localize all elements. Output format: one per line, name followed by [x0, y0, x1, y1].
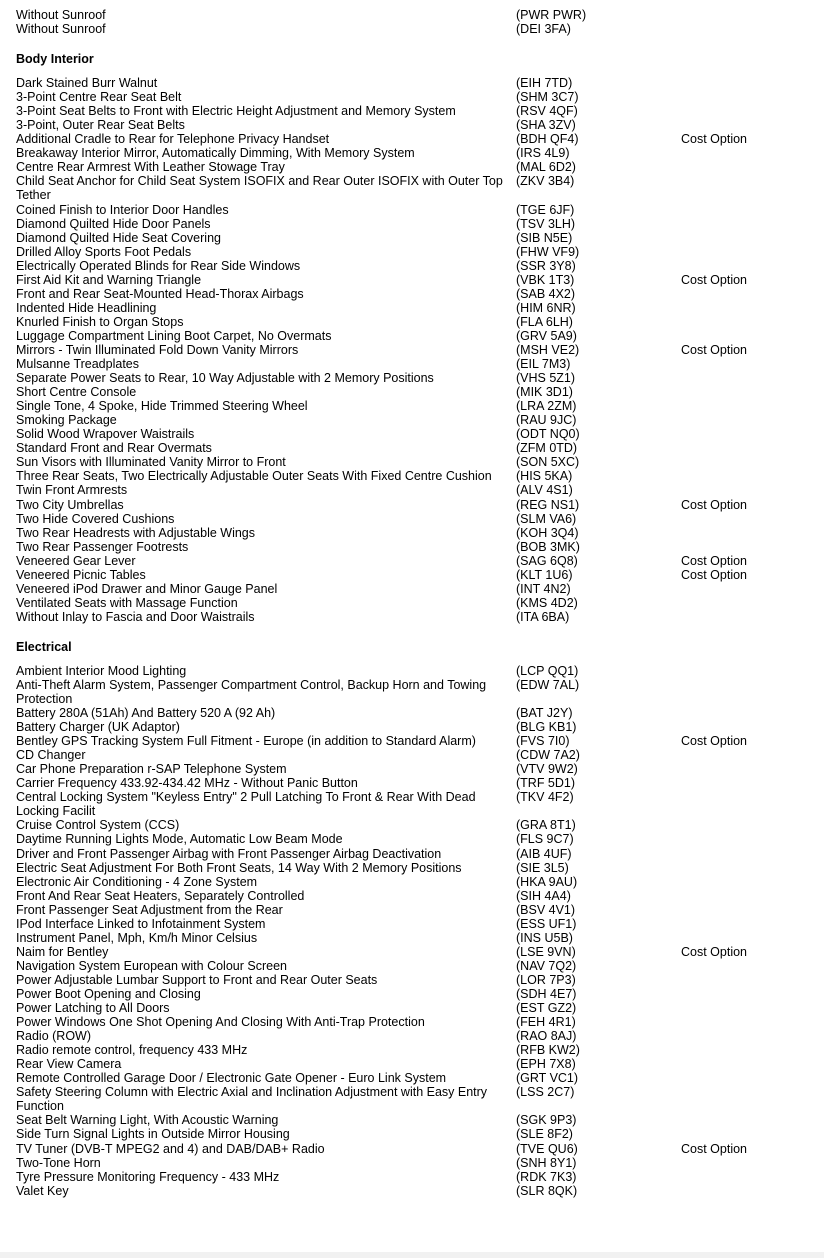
- option-row: [0, 512, 824, 526]
- option-row: [0, 245, 824, 259]
- option-description: Bentley GPS Tracking System Full Fitment - Europe (in addition to Standard Alarm): [16, 734, 476, 749]
- section-block: [0, 640, 824, 1198]
- option-row: [0, 231, 824, 245]
- option-code: (RSV 4QF): [516, 104, 578, 119]
- option-code: (AIB 4UF): [516, 846, 572, 861]
- option-cost-note: Cost Option: [681, 497, 748, 512]
- option-code: (BOB 3MK): [516, 539, 580, 554]
- option-code: (INS U5B): [516, 930, 573, 945]
- option-code: (FVS 7I0): [516, 734, 570, 749]
- option-description: Battery 280A (51Ah) And Battery 520 A (92 Ah): [16, 706, 276, 721]
- option-row: [0, 441, 824, 455]
- option-description: Instrument Panel, Mph, Km/h Minor Celsius: [16, 930, 258, 945]
- option-row: [0, 427, 824, 441]
- option-description: Power Boot Opening and Closing: [16, 987, 201, 1001]
- option-code: (KMS 4D2): [516, 595, 578, 610]
- option-row: [0, 483, 824, 497]
- option-description: Two Rear Passenger Footrests: [16, 539, 189, 554]
- option-row: [0, 776, 824, 790]
- option-row: [0, 1029, 824, 1043]
- option-row: [0, 132, 824, 146]
- option-code: (RFB KW2): [516, 1043, 580, 1058]
- option-code: (SIB N5E): [516, 230, 573, 245]
- option-code: (EIH 7TD): [516, 76, 573, 91]
- option-code: (LRA 2ZM): [516, 399, 577, 414]
- option-code: (CDW 7A2): [516, 748, 580, 763]
- option-description: Dark Stained Burr Walnut: [16, 76, 158, 91]
- section-block: [0, 52, 824, 624]
- option-row: [0, 146, 824, 160]
- option-description: Solid Wood Wrapover Waistrails: [16, 427, 195, 442]
- option-row: [0, 203, 824, 217]
- option-description: Veneered iPod Drawer and Minor Gauge Panel: [16, 581, 278, 596]
- option-row: [0, 301, 824, 315]
- option-description: Valet Key: [16, 1183, 69, 1198]
- option-cost-note: Cost Option: [681, 1141, 748, 1156]
- option-code: (ZFM 0TD): [516, 441, 578, 456]
- option-code: (EPH 7X8): [516, 1057, 576, 1072]
- option-description: 3-Point, Outer Rear Seat Belts: [16, 118, 185, 133]
- option-description: Carrier Frequency 433.92-434.42 MHz - Without Panic Button: [16, 776, 358, 791]
- option-description: Child Seat Anchor for Child Seat System ISOFIX and Rear Outer ISOFIX with Outer Top Tether: [16, 174, 503, 203]
- option-code: (TVE QU6): [516, 1141, 578, 1156]
- option-code: (LOR 7P3): [516, 972, 576, 987]
- option-description: 3-Point Seat Belts to Front with Electric Height Adjustment and Memory System: [16, 104, 456, 119]
- option-code: (HIS 5KA): [516, 469, 573, 484]
- option-code: (ZKV 3B4): [516, 174, 575, 189]
- option-description: Diamond Quilted Hide Seat Covering: [16, 230, 221, 245]
- option-code: (INT 4N2): [516, 581, 571, 596]
- option-description: Navigation System European with Colour Screen: [16, 958, 287, 973]
- option-row: [0, 903, 824, 917]
- option-code: (TGE 6JF): [516, 202, 575, 217]
- option-description: Electronic Air Conditioning - 4 Zone System: [16, 874, 258, 889]
- option-cost-note: Cost Option: [681, 272, 748, 287]
- option-row: [0, 554, 824, 568]
- option-code: (ESS UF1): [516, 916, 577, 931]
- option-row: [0, 357, 824, 371]
- option-row: [0, 540, 824, 554]
- option-code: (ITA 6BA): [516, 609, 570, 624]
- option-row: [0, 371, 824, 385]
- option-description: Luggage Compartment Lining Boot Carpet, No Overmats: [16, 328, 332, 343]
- option-row: [0, 790, 824, 818]
- option-code: (RDK 7K3): [516, 1169, 577, 1184]
- option-row: [0, 385, 824, 399]
- option-row: [0, 568, 824, 582]
- option-code: (SDH 4E7): [516, 987, 577, 1001]
- top-items-list: [0, 8, 824, 36]
- option-row: [0, 22, 824, 36]
- option-row: [0, 118, 824, 132]
- option-cost-note: Cost Option: [681, 342, 748, 357]
- option-row: [0, 1015, 824, 1029]
- option-row: [0, 664, 824, 678]
- option-code: (SHM 3C7): [516, 90, 579, 105]
- option-row: [0, 973, 824, 987]
- option-description: Knurled Finish to Organ Stops: [16, 314, 184, 329]
- option-row: [0, 259, 824, 273]
- option-code: (ALV 4S1): [516, 483, 573, 498]
- option-code: (MIK 3D1): [516, 385, 573, 400]
- option-description: Veneered Gear Lever: [16, 553, 136, 568]
- sections-container: [0, 52, 824, 1198]
- option-row: [0, 217, 824, 231]
- option-description: Ambient Interior Mood Lighting: [16, 663, 187, 678]
- option-description: TV Tuner (DVB-T MPEG2 and 4) and DAB/DAB+ Radio: [16, 1141, 325, 1156]
- option-description: Safety Steering Column with Electric Axial and Inclination Adjustment with Easy Entry Function: [16, 1085, 488, 1114]
- option-code: (FHW VF9): [516, 244, 580, 259]
- option-code: (VBK 1T3): [516, 272, 575, 287]
- option-row: [0, 596, 824, 610]
- option-row: [0, 1156, 824, 1170]
- option-code: (MAL 6D2): [516, 160, 576, 175]
- option-row: [0, 1085, 824, 1113]
- option-code: (GRV 5A9): [516, 328, 577, 343]
- option-cost-note: Cost Option: [681, 944, 748, 959]
- option-description: Tyre Pressure Monitoring Frequency - 433 MHz: [16, 1169, 280, 1184]
- option-row: [0, 1184, 824, 1198]
- option-cost-note: Cost Option: [681, 734, 748, 749]
- option-row: [0, 1127, 824, 1141]
- option-code: (GRT VC1): [516, 1071, 579, 1086]
- option-row: [0, 455, 824, 469]
- option-code: (KLT 1U6): [516, 567, 573, 582]
- option-row: [0, 582, 824, 596]
- option-code: (DEI 3FA): [516, 22, 571, 37]
- option-row: [0, 160, 824, 174]
- option-description: Front and Rear Seat-Mounted Head-Thorax Airbags: [16, 286, 304, 301]
- option-description: Seat Belt Warning Light, With Acoustic Warning: [16, 1113, 279, 1128]
- option-row: [0, 1071, 824, 1085]
- option-description: Without Sunroof: [16, 22, 106, 37]
- option-description: Without Inlay to Fascia and Door Waistrails: [16, 609, 255, 624]
- option-code: (NAV 7Q2): [516, 958, 577, 973]
- option-row: [0, 987, 824, 1001]
- option-row: [0, 329, 824, 343]
- option-code: (TSV 3LH): [516, 216, 576, 231]
- option-description: Front Passenger Seat Adjustment from the Rear: [16, 902, 283, 917]
- option-row: [0, 1170, 824, 1184]
- option-code: (FEH 4R1): [516, 1015, 576, 1030]
- option-code: (SLE 8F2): [516, 1127, 573, 1142]
- option-code: (SON 5XC): [516, 455, 580, 470]
- option-description: Indented Hide Headlining: [16, 300, 157, 315]
- option-description: Driver and Front Passenger Airbag with Front Passenger Airbag Deactivation: [16, 846, 442, 861]
- option-description: Side Turn Signal Lights in Outside Mirror Housing: [16, 1127, 290, 1142]
- option-row: [0, 174, 824, 202]
- option-description: Cruise Control System (CCS): [16, 818, 180, 833]
- option-code: (KOH 3Q4): [516, 525, 579, 540]
- option-description: Short Centre Console: [16, 385, 137, 400]
- option-code: (BSV 4V1): [516, 902, 576, 917]
- option-code: (SIE 3L5): [516, 860, 569, 875]
- option-code: (SAB 4X2): [516, 286, 576, 301]
- option-description: Rear View Camera: [16, 1057, 122, 1072]
- option-description: Radio (ROW): [16, 1029, 92, 1044]
- spec-document: [0, 8, 824, 1198]
- option-code: (FLA 6LH): [516, 314, 573, 329]
- option-code: (SLR 8QK): [516, 1183, 578, 1198]
- option-row: [0, 818, 824, 832]
- option-row: [0, 526, 824, 540]
- option-description: Diamond Quilted Hide Door Panels: [16, 216, 211, 231]
- option-code: (SNH 8Y1): [516, 1155, 577, 1170]
- option-code: (SHA 3ZV): [516, 118, 576, 133]
- option-description: Two-Tone Horn: [16, 1155, 101, 1170]
- option-code: (EIL 7M3): [516, 357, 571, 372]
- section-title: Body Interior: [16, 52, 94, 67]
- option-code: (ODT NQ0): [516, 427, 580, 442]
- option-row: [0, 1113, 824, 1127]
- option-row: [0, 8, 824, 22]
- option-row: [0, 1142, 824, 1156]
- option-row: [0, 706, 824, 720]
- option-code: (LSS 2C7): [516, 1085, 575, 1100]
- option-description: Electric Seat Adjustment For Both Front Seats, 14 Way With 2 Memory Positions: [16, 860, 462, 875]
- option-row: [0, 343, 824, 357]
- option-code: (RAU 9JC): [516, 413, 577, 428]
- option-description: Anti-Theft Alarm System, Passenger Compartment Control, Backup Horn and Towing Protection: [16, 677, 487, 707]
- option-row: [0, 610, 824, 624]
- option-cost-note: Cost Option: [681, 132, 748, 147]
- option-code: (TRF 5D1): [516, 776, 576, 791]
- option-code: (REG NS1): [516, 497, 580, 512]
- option-row: [0, 720, 824, 734]
- option-row: [0, 931, 824, 945]
- option-row: [0, 498, 824, 512]
- option-code: (HKA 9AU): [516, 874, 578, 889]
- option-row: [0, 678, 824, 706]
- section-title: Electrical: [16, 639, 72, 654]
- option-description: Power Latching to All Doors: [16, 1001, 170, 1016]
- option-description: Standard Front and Rear Overmats: [16, 441, 212, 456]
- option-code: (TKV 4F2): [516, 790, 574, 805]
- option-row: [0, 734, 824, 748]
- option-description: Coined Finish to Interior Door Handles: [16, 202, 229, 217]
- option-code: (VTV 9W2): [516, 762, 578, 777]
- option-code: (SLM VA6): [516, 511, 577, 526]
- option-code: (SSR 3Y8): [516, 258, 576, 273]
- option-description: Veneered Picnic Tables: [16, 567, 146, 582]
- option-description: Daytime Running Lights Mode, Automatic Low Beam Mode: [16, 832, 343, 847]
- option-description: Battery Charger (UK Adaptor): [16, 720, 180, 735]
- option-row: [0, 1057, 824, 1071]
- option-description: Twin Front Armrests: [16, 483, 128, 498]
- option-description: Mulsanne Treadplates: [16, 357, 139, 372]
- option-description: Centre Rear Armrest With Leather Stowage Tray: [16, 160, 285, 175]
- option-row: [0, 875, 824, 889]
- option-description: Smoking Package: [16, 413, 117, 428]
- option-description: Two City Umbrellas: [16, 497, 124, 512]
- option-description: Additional Cradle to Rear for Telephone Privacy Handset: [16, 132, 330, 147]
- option-code: (GRA 8T1): [516, 818, 576, 833]
- option-description: Central Locking System "Keyless Entry" 2 Pull Latching To Front & Rear With Dead Locking Facilit: [16, 790, 476, 819]
- option-code: (SGK 9P3): [516, 1113, 577, 1128]
- option-row: [0, 413, 824, 427]
- option-row: [0, 748, 824, 762]
- option-code: (BDH QF4): [516, 132, 579, 147]
- option-code: (SIH 4A4): [516, 888, 571, 903]
- page-bottom-edge: [0, 1252, 824, 1258]
- option-description: IPod Interface Linked to Infotainment System: [16, 916, 266, 931]
- option-code: (HIM 6NR): [516, 300, 576, 315]
- option-description: Two Hide Covered Cushions: [16, 511, 175, 526]
- option-description: Without Sunroof: [16, 8, 106, 22]
- option-description: Car Phone Preparation r-SAP Telephone System: [16, 762, 287, 777]
- option-row: [0, 832, 824, 846]
- option-row: [0, 889, 824, 903]
- option-cost-note: Cost Option: [681, 567, 748, 582]
- option-row: [0, 399, 824, 413]
- option-description: Breakaway Interior Mirror, Automatically Dimming, With Memory System: [16, 146, 415, 161]
- option-description: Drilled Alloy Sports Foot Pedals: [16, 244, 192, 259]
- option-cost-note: Cost Option: [681, 553, 748, 568]
- option-row: [0, 917, 824, 931]
- option-description: Sun Visors with Illuminated Vanity Mirror to Front: [16, 455, 286, 470]
- option-row: [0, 959, 824, 973]
- option-description: Electrically Operated Blinds for Rear Side Windows: [16, 258, 301, 273]
- option-description: Radio remote control, frequency 433 MHz: [16, 1043, 248, 1058]
- option-description: Ventilated Seats with Massage Function: [16, 595, 238, 610]
- option-row: [0, 1043, 824, 1057]
- option-description: Power Windows One Shot Opening And Closing With Anti-Trap Protection: [16, 1015, 425, 1030]
- option-code: (BLG KB1): [516, 720, 577, 735]
- option-description: CD Changer: [16, 748, 86, 763]
- option-code: (LSE 9VN): [516, 944, 576, 959]
- option-code: (BAT J2Y): [516, 706, 573, 721]
- option-description: Remote Controlled Garage Door / Electronic Gate Opener - Euro Link System: [16, 1071, 447, 1086]
- option-code: (RAO 8AJ): [516, 1029, 577, 1044]
- option-row: [0, 1001, 824, 1015]
- option-description: Mirrors - Twin Illuminated Fold Down Vanity Mirrors: [16, 342, 299, 357]
- option-row: [0, 76, 824, 90]
- option-row: [0, 847, 824, 861]
- option-code: (MSH VE2): [516, 342, 580, 357]
- option-description: Three Rear Seats, Two Electrically Adjustable Outer Seats With Fixed Centre Cushion: [16, 469, 492, 484]
- option-row: [0, 273, 824, 287]
- option-code: (SAG 6Q8): [516, 553, 578, 568]
- option-code: (IRS 4L9): [516, 146, 570, 161]
- option-code: (PWR PWR): [516, 8, 587, 22]
- option-row: [0, 762, 824, 776]
- option-code: (EDW 7AL): [516, 677, 580, 692]
- option-code: (EST GZ2): [516, 1001, 577, 1016]
- option-code: (VHS 5Z1): [516, 371, 576, 386]
- option-description: Front And Rear Seat Heaters, Separately Controlled: [16, 888, 305, 903]
- option-row: [0, 861, 824, 875]
- option-row: [0, 104, 824, 118]
- option-row: [0, 287, 824, 301]
- option-description: Two Rear Headrests with Adjustable Wings: [16, 525, 255, 540]
- option-description: Naim for Bentley: [16, 944, 109, 959]
- option-row: [0, 945, 824, 959]
- option-description: Single Tone, 4 Spoke, Hide Trimmed Steering Wheel: [16, 399, 308, 414]
- option-description: Separate Power Seats to Rear, 10 Way Adjustable with 2 Memory Positions: [16, 371, 434, 386]
- option-row: [0, 90, 824, 104]
- option-description: Power Adjustable Lumbar Support to Front and Rear Outer Seats: [16, 972, 378, 987]
- option-code: (LCP QQ1): [516, 663, 579, 678]
- option-description: 3-Point Centre Rear Seat Belt: [16, 90, 182, 105]
- option-row: [0, 315, 824, 329]
- option-row: [0, 469, 824, 483]
- option-description: First Aid Kit and Warning Triangle: [16, 272, 202, 287]
- option-code: (FLS 9C7): [516, 832, 574, 847]
